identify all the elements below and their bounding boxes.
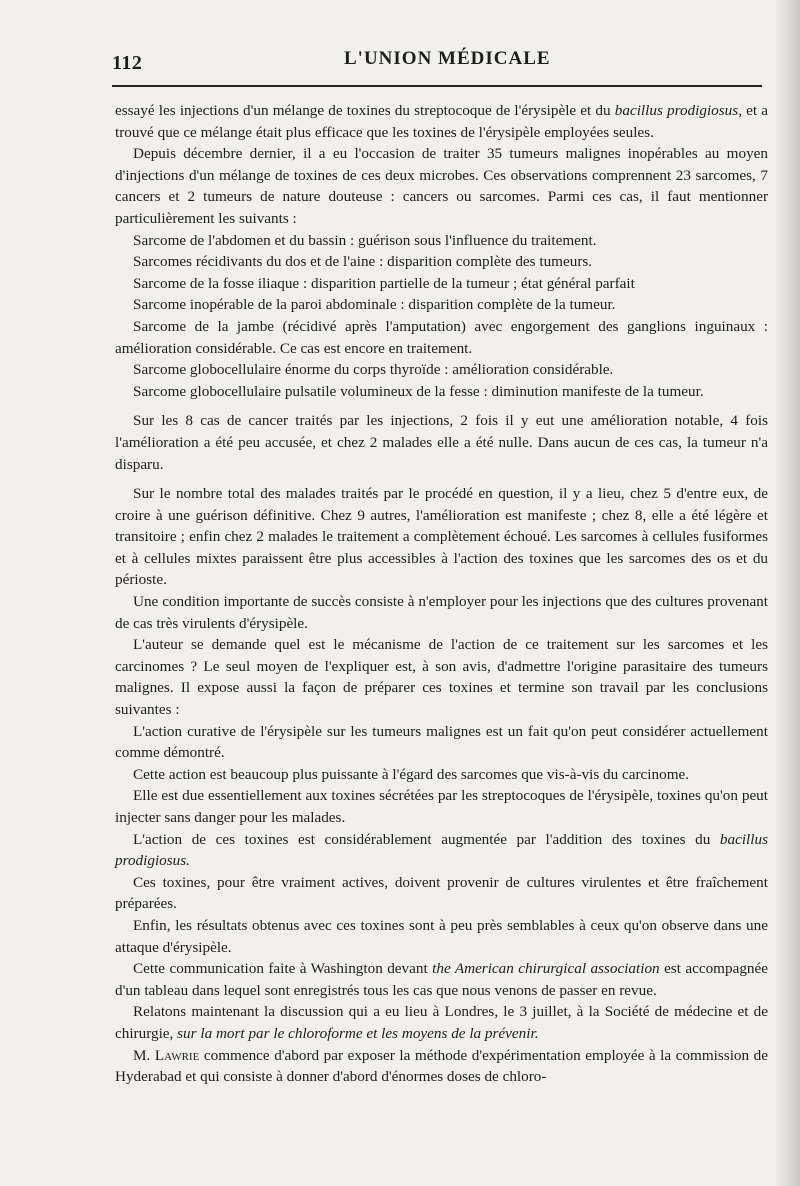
paragraph: Sur le nombre total des malades traités par le procédé en question, il y a lieu, chez 5 d'entre eux, de croire à une guérison définitive. Chez 9 autres, l'amélioration est manifeste ; chez 8, elle a été légère et transitoire ; enfin chez 2 malades le traitement a complètement échoué. Les sarcomes à cellules fusiformes et à cellules mixtes paraissent être plus accessibles à l'action des toxines que les sarcomes des os et du périoste.: [115, 485, 768, 589]
paragraph-text: M.: [133, 1046, 155, 1064]
conclusion-item: Ces toxines, pour être vraiment actives, doivent provenir de cultures virulentes et être fraîchement préparées.: [115, 873, 768, 913]
conclusion-item: Elle est due essentiellement aux toxines sécrétées par les streptocoques de l'érysipèle, toxines qu'on peut injecter sans danger pour les malades.: [115, 787, 768, 826]
species-name: bacillus prodigiosus: [614, 102, 739, 119]
page-number: 112: [112, 52, 143, 74]
header-rule: [112, 85, 762, 87]
paragraph-text: , et a trouvé que ce mélange était plus efficace que les toxines de l'érysipèle employées seules.: [115, 102, 768, 141]
case-item: Sarcome globocellulaire pulsatile volumineux de la fesse : diminution manifeste de la tumeur.: [133, 382, 704, 400]
case-item: Sarcomes récidivants du dos et de l'aine : disparition complète des tumeurs.: [133, 253, 593, 271]
article-body: [115, 100, 768, 1088]
discussion-topic: sur la mort par le chloroforme et les moyens de la prévenir.: [177, 1024, 539, 1042]
paragraph: [115, 1045, 768, 1088]
paragraph-text: est accompagnée d'un tableau dans lequel sont enregistrés tous les cas que nous venons de passer en revue.: [115, 960, 768, 999]
conclusion-item: L'action curative de l'érysipèle sur les tumeurs malignes est un fait qu'on peut considérer actuellement comme démontré.: [115, 722, 768, 762]
case-item: Sarcome globocellulaire énorme du corps thyroïde : amélioration considérable.: [133, 361, 614, 379]
paragraph: Sur les 8 cas de cancer traités par les injections, 2 fois il y eut une amélioration notable, 4 fois l'amélioration a été peu accusée, et chez 2 malades elle a été nulle. Dans aucun de ces cas, la tumeur n'a disparu.: [115, 412, 768, 473]
author-name: Lawrie: [154, 1046, 200, 1064]
paragraph: [115, 958, 768, 1001]
association-name: the American chirurgical association: [432, 960, 660, 978]
conclusion-item: [115, 829, 768, 872]
running-title: L'UNION MÉDICALE: [344, 48, 551, 69]
page-header: [112, 46, 760, 80]
paragraph: [115, 100, 768, 143]
paragraph-text: Relatons maintenant la discussion qui a eu lieu à Londres, le 3 juillet, à la Société de médecine et de chirurgie,: [115, 1003, 768, 1042]
paragraph: Depuis décembre dernier, il a eu l'occasion de traiter 35 tumeurs malignes inopérables au moyen d'injections d'un mélange de toxines de ces deux microbes. Ces observations comprennent 23 sarcomes, 7 cancers et 2 tumeurs de nature douteuse : cancers ou sarcomes. Parmi ces cas, il faut mentionner particulièrement les suivants :: [115, 145, 768, 227]
paragraph: [115, 1001, 768, 1044]
species-name: bacillus prodigiosus.: [115, 830, 768, 870]
paragraph-text: commence d'abord par exposer la méthode d'expérimentation employée à la commission de Hyderabad et qui consiste à donner d'abord d'énormes doses de chloro-: [115, 1046, 768, 1086]
case-item: Sarcome inopérable de la paroi abdominale : disparition complète de la tumeur.: [133, 296, 616, 314]
paragraph: L'auteur se demande quel est le mécanisme de l'action de ce traitement sur les sarcomes et les carcinomes ? Le seul moyen de l'expliquer est, à son avis, d'admettre l'origine parasitaire des tumeurs malignes. Il expose aussi la façon de préparer ces toxines et termine son travail par les conclusions suivantes :: [115, 636, 768, 719]
paragraph: Une condition importante de succès consiste à n'employer pour les injections que des cultures provenant de cas très virulents d'érysipèle.: [115, 593, 768, 632]
paragraph-text: essayé les injections d'un mélange de toxines du streptocoque de l'érysipèle et du: [115, 102, 615, 119]
paragraph-text: L'action de ces toxines est considérablement augmentée par l'addition des toxines du: [133, 830, 720, 848]
case-item: Sarcome de la fosse iliaque : disparition partielle de la tumeur ; état général parfait: [133, 274, 635, 292]
case-item: Sarcome de la jambe (récidivé après l'amputation) avec engorgement des ganglions inguinaux : amélioration considérable. Ce cas est encore en traitement.: [115, 317, 768, 357]
paragraph-text: Cette communication faite à Washington devant: [133, 960, 433, 978]
case-item: Sarcome de l'abdomen et du bassin : guérison sous l'influence du traitement.: [133, 231, 597, 249]
conclusion-item: Cette action est beaucoup plus puissante à l'égard des sarcomes que vis-à-vis du carcinome.: [133, 765, 690, 783]
conclusion-item: Enfin, les résultats obtenus avec ces toxines sont à peu près semblables à ceux qu'on observe dans une attaque d'érysipèle.: [115, 916, 768, 956]
